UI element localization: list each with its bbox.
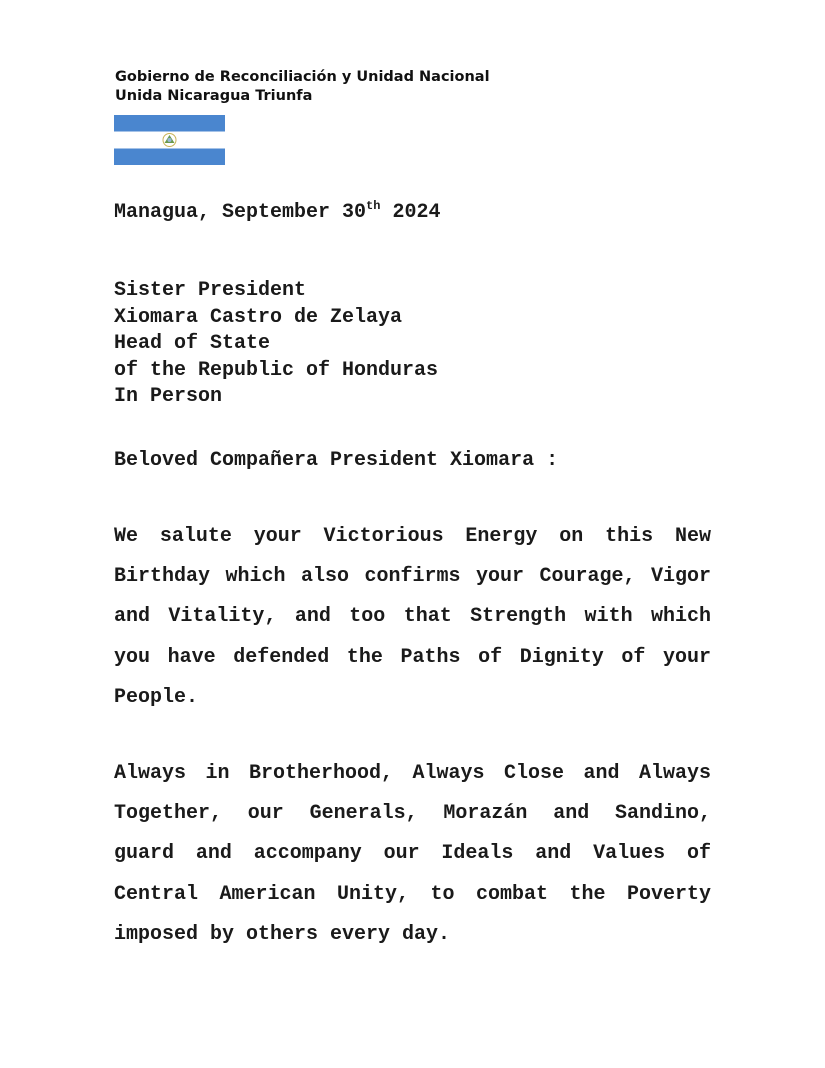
recipient-address (114, 278, 438, 411)
letter-date (114, 200, 440, 226)
date-year: 2024 (380, 201, 441, 224)
letter-paragraph: Always in Brotherhood, Always Close and Always Together, our Generals, Morazán and Sandino, guard and accompany our Ideals and Values of Central American Unity, to combat the Poverty imposed by others every day. (114, 762, 711, 946)
date-text: Managua, September 30 (114, 201, 367, 224)
address-line: Sister President (114, 279, 307, 302)
letterhead-slogan: Unida Nicaragua Triunfa (115, 88, 313, 104)
letter-salutation: Beloved Compañera President Xiomara : (114, 449, 559, 472)
address-line: In Person (114, 385, 223, 409)
address-line: Xiomara Castro de Zelaya (114, 305, 403, 329)
nicaragua-flag-icon (114, 115, 225, 165)
letter-paragraph: We salute your Victorious Energy on this New Birthday which also confirms your Courage, Vigor and Vitality, and too that Strength with which you have defended the Paths of Dignity of your People. (114, 525, 711, 709)
address-line: Head of State (114, 332, 271, 356)
letterhead-government-name: Gobierno de Reconciliación y Unidad Nacional (115, 69, 490, 85)
address-line: of the Republic of Honduras (114, 358, 439, 382)
date-ordinal-suffix: th (366, 199, 381, 213)
letterhead (115, 68, 490, 106)
